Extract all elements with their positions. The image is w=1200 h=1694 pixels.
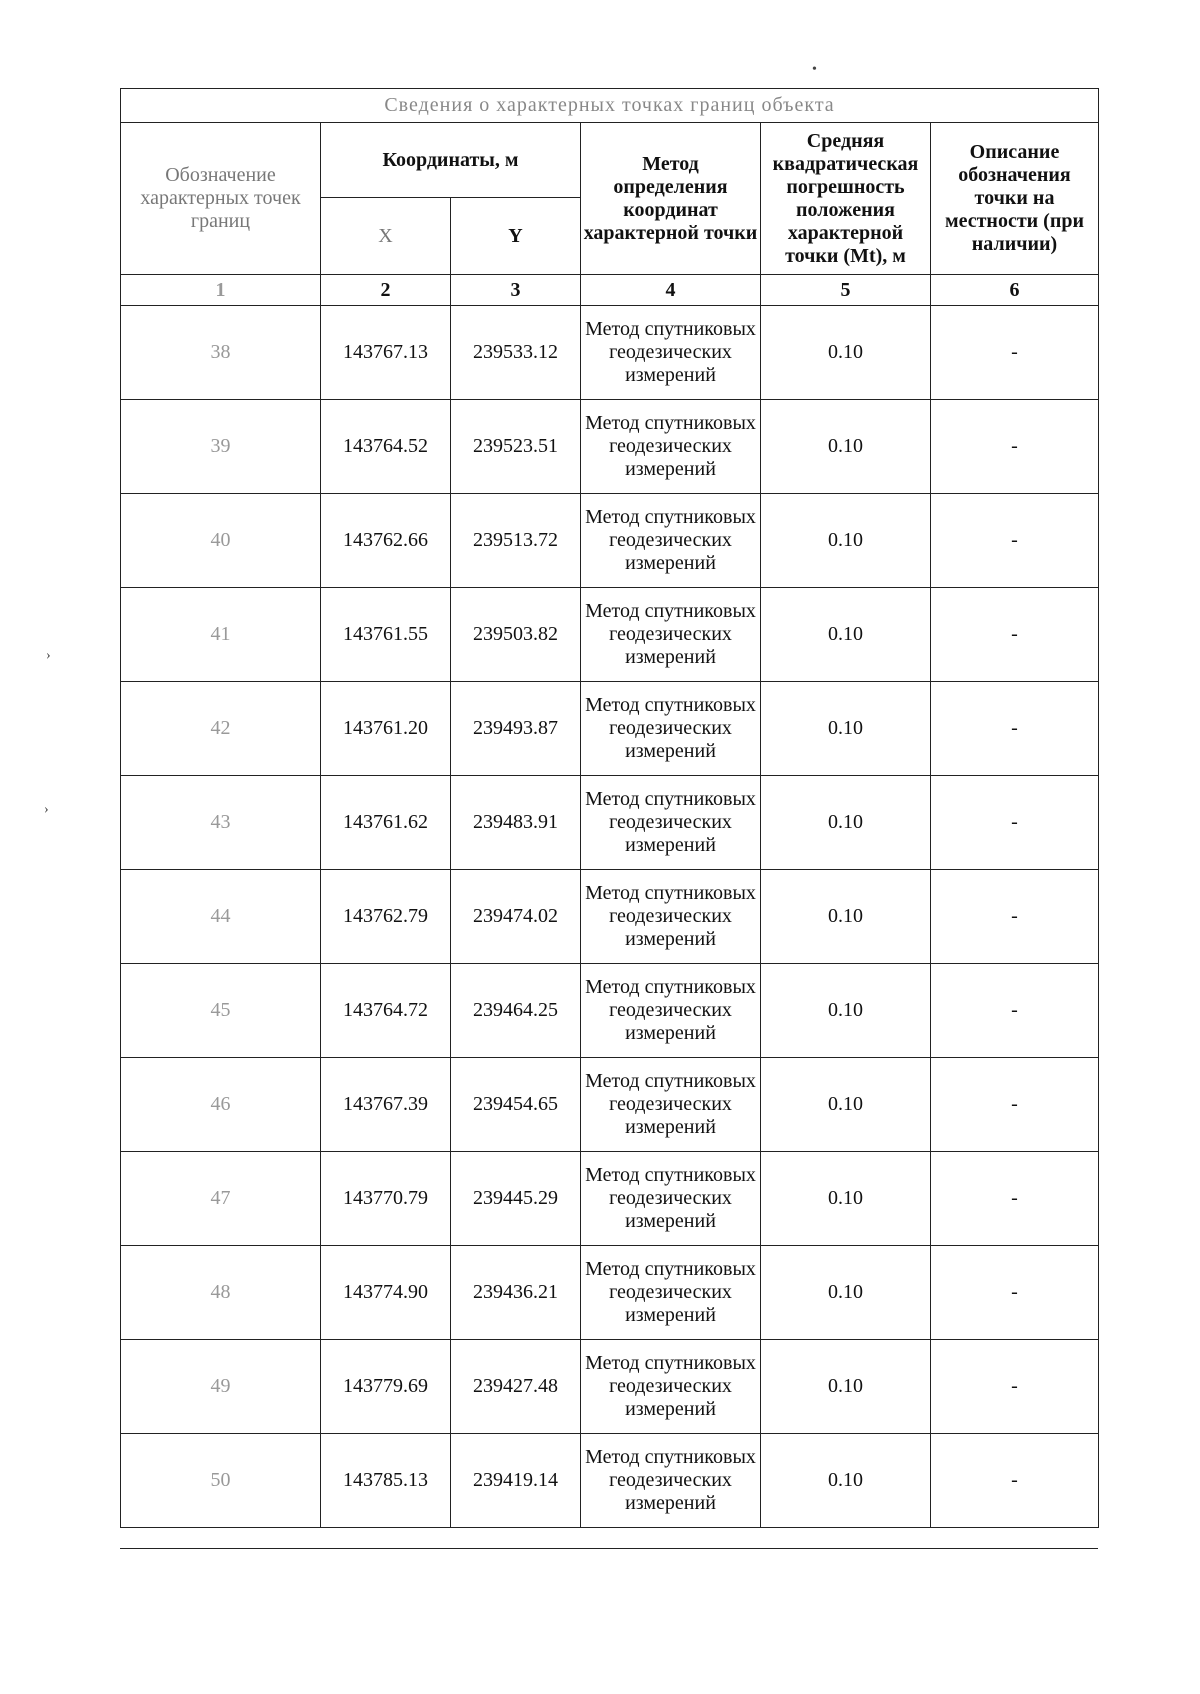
header-description: Описание обозначения точки на местности (при наличии) — [931, 123, 1099, 275]
y-cell: 239464.25 — [451, 964, 581, 1058]
boundary-points-table — [120, 88, 1099, 1528]
table-row — [121, 1246, 1099, 1340]
x-cell: 143762.66 — [321, 494, 451, 588]
header-coordinates: Координаты, м — [321, 123, 581, 198]
description-cell: - — [931, 1058, 1099, 1152]
point-cell: 46 — [121, 1058, 321, 1152]
scan-speck: › — [44, 802, 49, 817]
method-cell: Метод спутниковых геодезических измерений — [581, 776, 761, 870]
mt-cell: 0.10 — [761, 1340, 931, 1434]
method-cell: Метод спутниковых геодезических измерений — [581, 1246, 761, 1340]
x-cell: 143764.52 — [321, 400, 451, 494]
mt-cell: 0.10 — [761, 400, 931, 494]
x-cell: 143770.79 — [321, 1152, 451, 1246]
table-row — [121, 494, 1099, 588]
method-cell: Метод спутниковых геодезических измерений — [581, 870, 761, 964]
y-cell: 239483.91 — [451, 776, 581, 870]
x-cell: 143767.39 — [321, 1058, 451, 1152]
description-cell: - — [931, 776, 1099, 870]
point-cell: 48 — [121, 1246, 321, 1340]
method-cell: Метод спутниковых геодезических измерений — [581, 1152, 761, 1246]
description-cell: - — [931, 494, 1099, 588]
description-cell: - — [931, 870, 1099, 964]
method-cell: Метод спутниковых геодезических измерений — [581, 494, 761, 588]
method-cell: Метод спутниковых геодезических измерений — [581, 682, 761, 776]
method-cell: Метод спутниковых геодезических измерений — [581, 1058, 761, 1152]
table-title: Сведения о характерных точках границ объекта — [121, 89, 1099, 123]
description-cell: - — [931, 400, 1099, 494]
x-cell: 143761.62 — [321, 776, 451, 870]
table-row — [121, 1434, 1099, 1528]
point-cell: 39 — [121, 400, 321, 494]
mt-cell: 0.10 — [761, 1058, 931, 1152]
x-cell: 143762.79 — [321, 870, 451, 964]
column-number: 4 — [581, 275, 761, 306]
x-cell: 143761.20 — [321, 682, 451, 776]
table-row — [121, 1152, 1099, 1246]
description-cell: - — [931, 1434, 1099, 1528]
mt-cell: 0.10 — [761, 306, 931, 400]
mt-cell: 0.10 — [761, 682, 931, 776]
scan-speck: › — [46, 648, 51, 663]
point-cell: 49 — [121, 1340, 321, 1434]
y-cell: 239503.82 — [451, 588, 581, 682]
column-number: 2 — [321, 275, 451, 306]
column-number: 6 — [931, 275, 1099, 306]
header-accuracy: Средняя квадратическая погрешность положения характерной точки (Mt), м — [761, 123, 931, 275]
method-cell: Метод спутниковых геодезических измерений — [581, 306, 761, 400]
mt-cell: 0.10 — [761, 776, 931, 870]
header-y: Y — [451, 198, 581, 275]
y-cell: 239454.65 — [451, 1058, 581, 1152]
x-cell: 143774.90 — [321, 1246, 451, 1340]
header-x: X — [321, 198, 451, 275]
point-cell: 38 — [121, 306, 321, 400]
y-cell: 239427.48 — [451, 1340, 581, 1434]
point-cell: 45 — [121, 964, 321, 1058]
method-cell: Метод спутниковых геодезических измерений — [581, 588, 761, 682]
x-cell: 143761.55 — [321, 588, 451, 682]
y-cell: 239533.12 — [451, 306, 581, 400]
table-row — [121, 306, 1099, 400]
table-row — [121, 588, 1099, 682]
description-cell: - — [931, 1152, 1099, 1246]
table-row — [121, 1058, 1099, 1152]
y-cell: 239474.02 — [451, 870, 581, 964]
mt-cell: 0.10 — [761, 1152, 931, 1246]
x-cell: 143767.13 — [321, 306, 451, 400]
table-row — [121, 1340, 1099, 1434]
method-cell: Метод спутниковых геодезических измерений — [581, 400, 761, 494]
point-cell: 40 — [121, 494, 321, 588]
scan-speck: • — [812, 62, 817, 77]
y-cell: 239419.14 — [451, 1434, 581, 1528]
mt-cell: 0.10 — [761, 1434, 931, 1528]
x-cell: 143779.69 — [321, 1340, 451, 1434]
y-cell: 239445.29 — [451, 1152, 581, 1246]
point-cell: 44 — [121, 870, 321, 964]
point-cell: 43 — [121, 776, 321, 870]
point-cell: 42 — [121, 682, 321, 776]
description-cell: - — [931, 682, 1099, 776]
x-cell: 143764.72 — [321, 964, 451, 1058]
column-number: 5 — [761, 275, 931, 306]
table-body — [121, 306, 1099, 1528]
y-cell: 239493.87 — [451, 682, 581, 776]
column-number: 3 — [451, 275, 581, 306]
y-cell: 239523.51 — [451, 400, 581, 494]
x-cell: 143785.13 — [321, 1434, 451, 1528]
description-cell: - — [931, 1246, 1099, 1340]
table-row — [121, 682, 1099, 776]
column-number: 1 — [121, 275, 321, 306]
mt-cell: 0.10 — [761, 870, 931, 964]
table-row — [121, 964, 1099, 1058]
description-cell: - — [931, 588, 1099, 682]
bottom-border — [120, 1548, 1098, 1549]
y-cell: 239436.21 — [451, 1246, 581, 1340]
method-cell: Метод спутниковых геодезических измерений — [581, 1340, 761, 1434]
description-cell: - — [931, 1340, 1099, 1434]
header-designation: Обозначение характерных точек границ — [121, 123, 321, 275]
point-cell: 50 — [121, 1434, 321, 1528]
mt-cell: 0.10 — [761, 964, 931, 1058]
y-cell: 239513.72 — [451, 494, 581, 588]
mt-cell: 0.10 — [761, 1246, 931, 1340]
method-cell: Метод спутниковых геодезических измерений — [581, 1434, 761, 1528]
table-row — [121, 776, 1099, 870]
mt-cell: 0.10 — [761, 588, 931, 682]
description-cell: - — [931, 964, 1099, 1058]
point-cell: 41 — [121, 588, 321, 682]
method-cell: Метод спутниковых геодезических измерений — [581, 964, 761, 1058]
table-row — [121, 400, 1099, 494]
point-cell: 47 — [121, 1152, 321, 1246]
header-method: Метод определения координат характерной точки — [581, 123, 761, 275]
table-row — [121, 870, 1099, 964]
mt-cell: 0.10 — [761, 494, 931, 588]
description-cell: - — [931, 306, 1099, 400]
